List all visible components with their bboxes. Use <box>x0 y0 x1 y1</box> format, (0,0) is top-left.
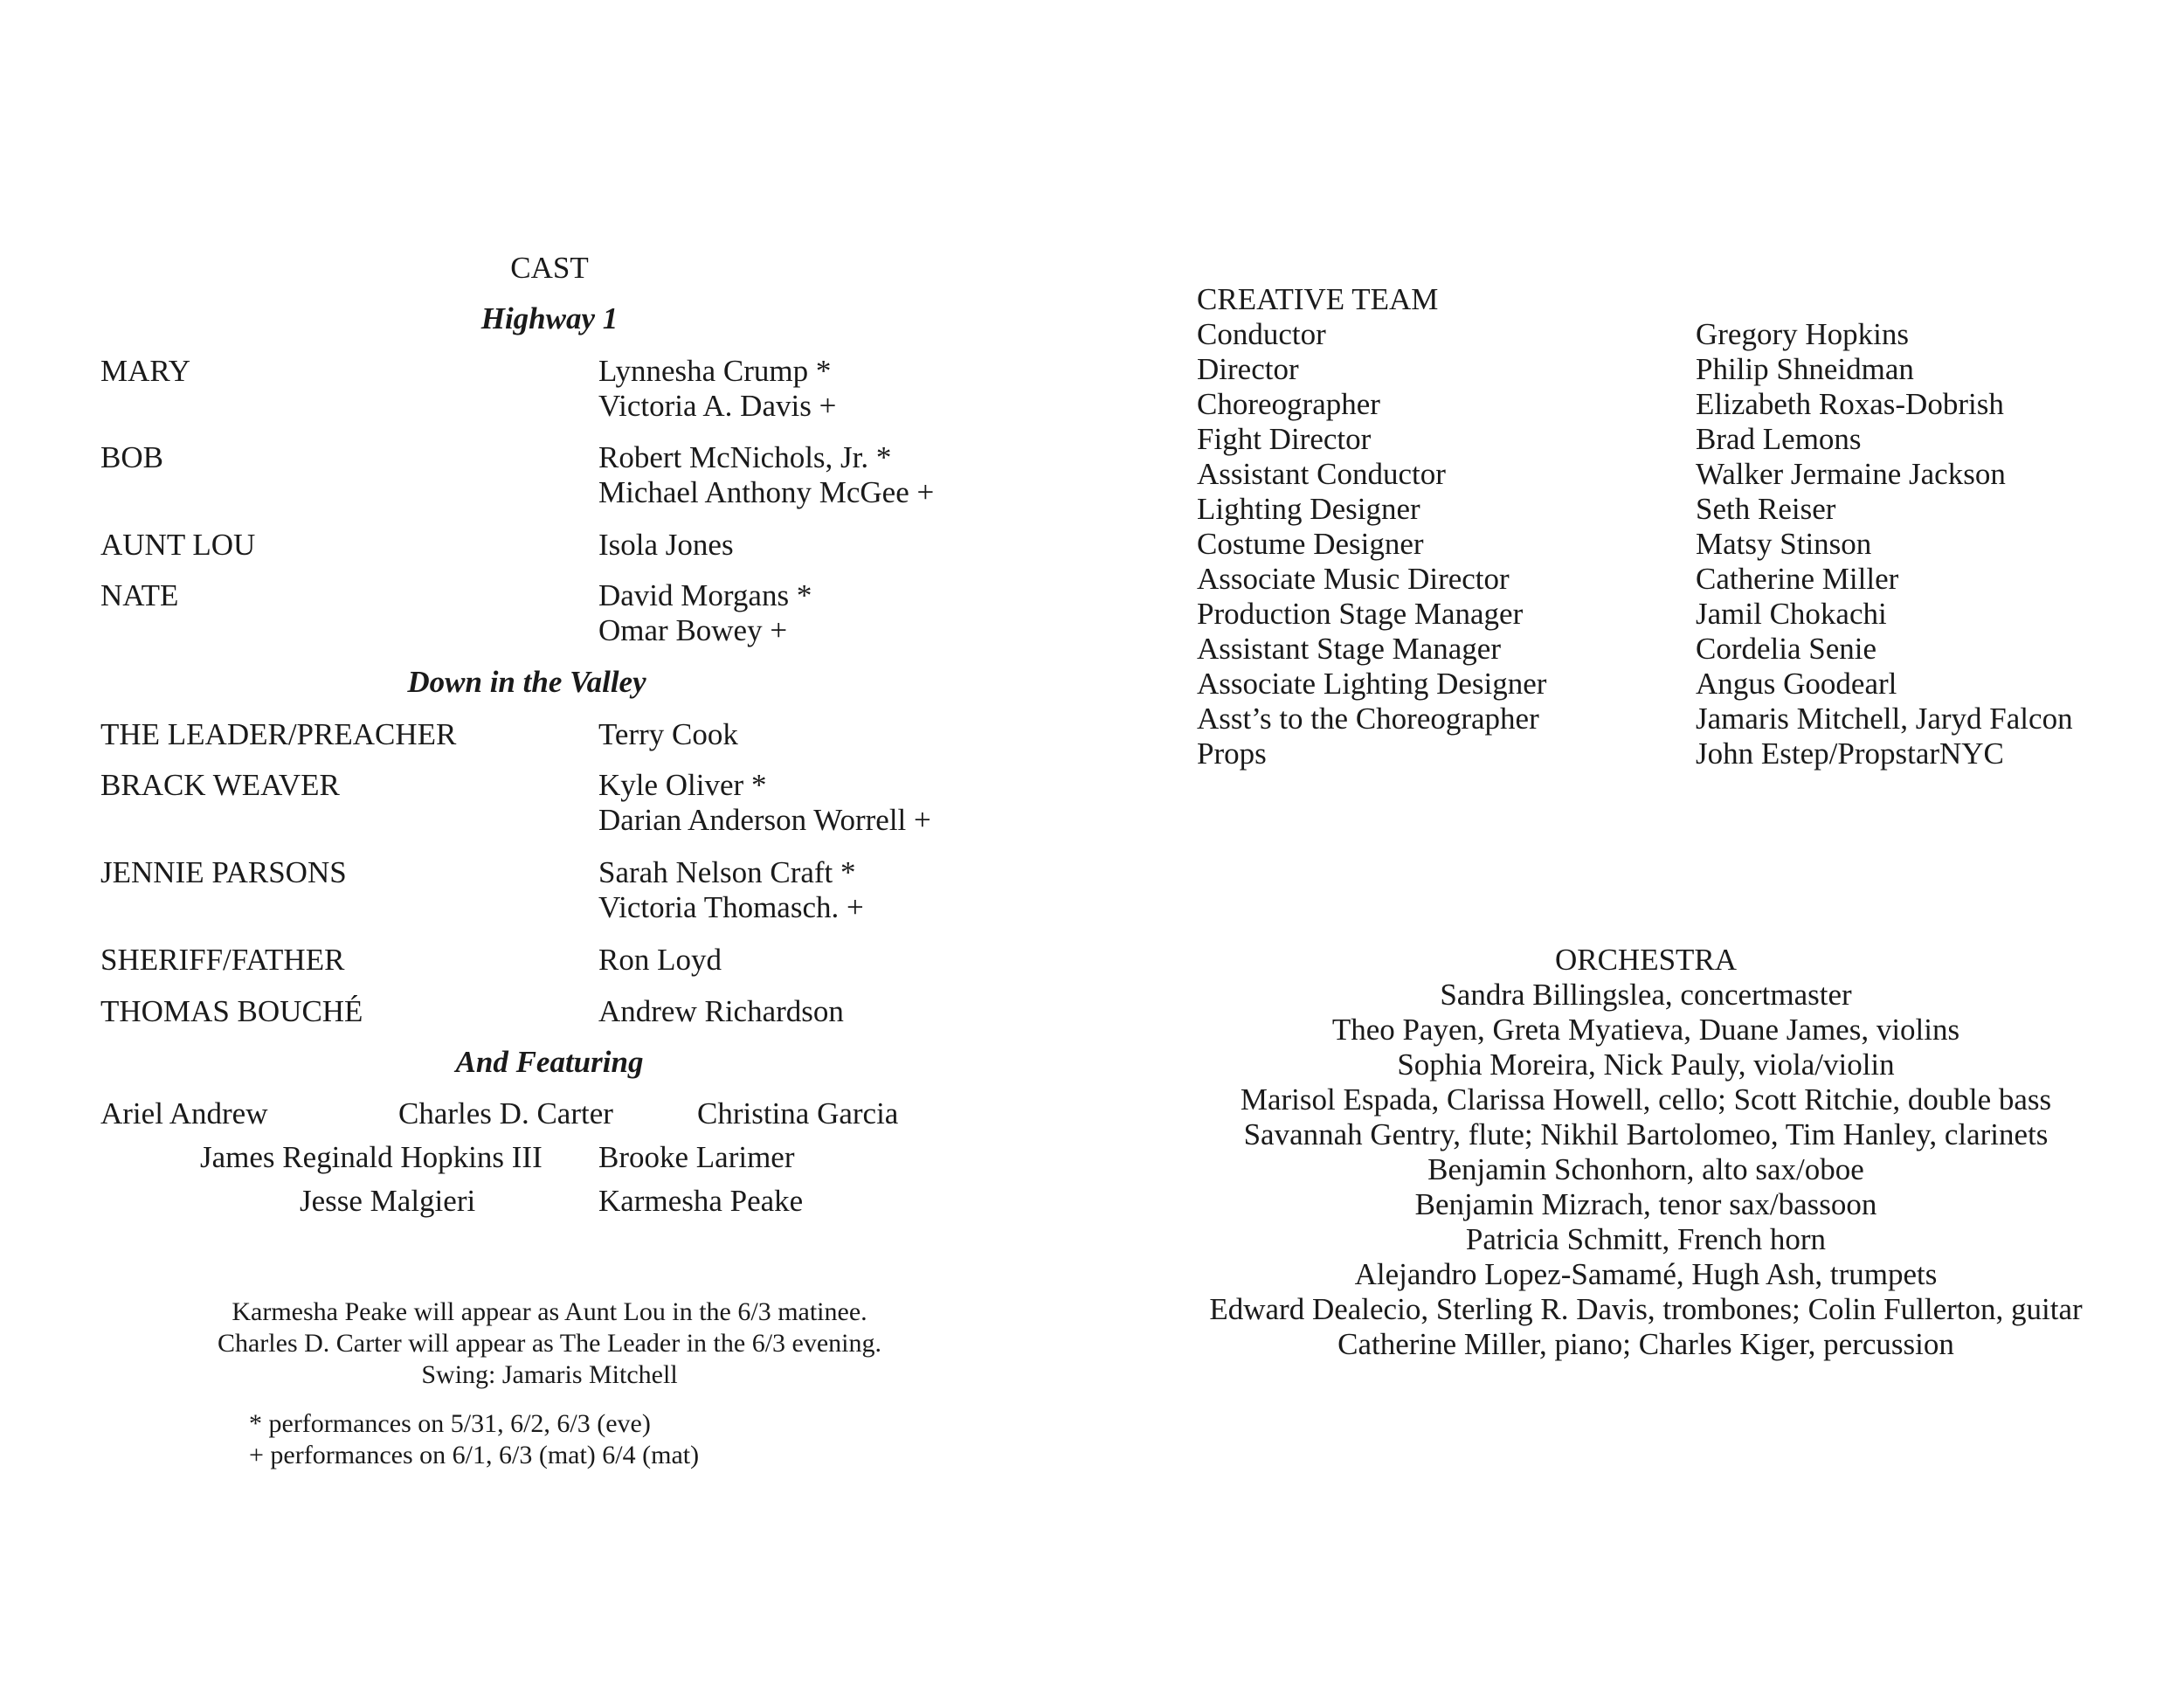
cast-actor: David Morgans * <box>598 578 812 612</box>
team-role: Assistant Conductor <box>1197 457 1446 491</box>
cast-role: THE LEADER/PREACHER <box>100 717 457 751</box>
orchestra-section <box>1192 943 2099 1362</box>
team-name: John Estep/PropstarNYC <box>1696 736 2004 771</box>
creative-team-heading: CREATIVE TEAM <box>1197 282 1439 316</box>
team-role: Assistant Stage Manager <box>1197 632 1501 666</box>
cast-actor: Omar Bowey + <box>598 613 788 647</box>
cast-role: MARY <box>100 354 191 388</box>
team-name: Seth Reiser <box>1696 492 1836 526</box>
orchestra-line: Savannah Gentry, flute; Nikhil Bartolomeo, Tim Hanley, clarinets <box>1243 1117 2049 1151</box>
team-name: Walker Jermaine Jackson <box>1696 457 2006 491</box>
team-name: Elizabeth Roxas-Dobrish <box>1696 387 2004 421</box>
team-name: Matsy Stinson <box>1696 527 1872 561</box>
team-role: Props <box>1197 736 1267 771</box>
team-role: Associate Music Director <box>1197 562 1510 596</box>
cast-actor: Isola Jones <box>598 528 734 562</box>
cast-actor: Sarah Nelson Craft * <box>598 855 856 889</box>
cast-heading: CAST <box>510 251 589 285</box>
team-role: Costume Designer <box>1197 527 1424 561</box>
orchestra-line: Patricia Schmitt, French horn <box>1465 1222 1827 1256</box>
cast-actor: Robert McNichols, Jr. * <box>598 440 892 474</box>
team-name: Catherine Miller <box>1696 562 1899 596</box>
cast-actor: Victoria Thomasch. + <box>598 890 864 924</box>
orchestra-line: Sophia Moreira, Nick Pauly, viola/violin <box>1397 1047 1895 1082</box>
orchestra-line: Benjamin Schonhorn, alto sax/oboe <box>1427 1152 1864 1186</box>
team-name: Jamil Chokachi <box>1696 597 1887 631</box>
highway-1-title: Highway 1 <box>480 301 619 335</box>
cast-actor: Michael Anthony McGee + <box>598 475 935 509</box>
team-name: Gregory Hopkins <box>1696 317 1909 351</box>
team-name: Jamaris Mitchell, Jaryd Falcon <box>1696 702 2073 736</box>
orchestra-line: Alejandro Lopez-Samamé, Hugh Ash, trumpets <box>1354 1257 1938 1291</box>
cast-actor: Kyle Oliver * <box>598 768 767 802</box>
team-role: Conductor <box>1197 317 1326 351</box>
orchestra-line: Catherine Miller, piano; Charles Kiger, percussion <box>1337 1327 1954 1361</box>
and-featuring-title: And Featuring <box>455 1045 644 1079</box>
cast-note: Karmesha Peake will appear as Aunt Lou in the 6/3 matinee. <box>232 1297 867 1326</box>
team-name: Brad Lemons <box>1696 422 1862 456</box>
cast-actor: Darian Anderson Worrell + <box>598 803 931 837</box>
orchestra-line: Marisol Espada, Clarissa Howell, cello; Scott Ritchie, double bass <box>1240 1082 2052 1117</box>
featured-performer: Brooke Larimer <box>598 1140 795 1174</box>
team-name: Cordelia Senie <box>1696 632 1877 666</box>
team-role: Choreographer <box>1197 387 1380 421</box>
cast-role: THOMAS BOUCHÉ <box>100 994 363 1028</box>
cast-actor: Victoria A. Davis + <box>598 389 837 423</box>
performance-legend: * performances on 5/31, 6/2, 6/3 (eve) <box>249 1409 651 1438</box>
team-name: Philip Shneidman <box>1696 352 1914 386</box>
cast-actor: Andrew Richardson <box>598 994 844 1028</box>
cast-role: NATE <box>100 578 179 612</box>
cast-role: AUNT LOU <box>100 528 256 562</box>
featured-performer: Charles D. Carter <box>398 1096 613 1130</box>
cast-role: BRACK WEAVER <box>100 768 340 802</box>
cast-actor: Lynnesha Crump * <box>598 354 832 388</box>
cast-role: BOB <box>100 440 163 474</box>
team-role: Lighting Designer <box>1197 492 1420 526</box>
team-role: Fight Director <box>1197 422 1372 456</box>
orchestra-line: Theo Payen, Greta Myatieva, Duane James, violins <box>1331 1013 1960 1047</box>
cast-note: Charles D. Carter will appear as The Leader in the 6/3 evening. <box>217 1329 881 1358</box>
cast-role: JENNIE PARSONS <box>100 855 347 889</box>
orchestra-heading: ORCHESTRA <box>1554 943 1738 977</box>
performance-legend: + performances on 6/1, 6/3 (mat) 6/4 (mat) <box>249 1441 700 1469</box>
orchestra-line: Benjamin Mizrach, tenor sax/bassoon <box>1414 1187 1877 1221</box>
team-role: Asst’s to the Choreographer <box>1197 702 1539 736</box>
team-role: Production Stage Manager <box>1197 597 1524 631</box>
team-role: Associate Lighting Designer <box>1197 667 1547 701</box>
down-in-the-valley-title: Down in the Valley <box>407 665 646 699</box>
cast-actor: Ron Loyd <box>598 943 722 977</box>
featured-performer: Christina Garcia <box>697 1096 899 1130</box>
featured-performer: Jesse Malgieri <box>300 1184 476 1218</box>
featured-performer: Ariel Andrew <box>100 1096 268 1130</box>
featured-performer: James Reginald Hopkins III <box>200 1140 543 1174</box>
cast-note: Swing: Jamaris Mitchell <box>421 1360 678 1389</box>
team-name: Angus Goodearl <box>1696 667 1897 701</box>
cast-actor: Terry Cook <box>598 717 738 751</box>
team-role: Director <box>1197 352 1299 386</box>
orchestra-line: Edward Dealecio, Sterling R. Davis, trombones; Colin Fullerton, guitar <box>1209 1292 2083 1326</box>
featured-performer: Karmesha Peake <box>598 1184 804 1218</box>
cast-role: SHERIFF/FATHER <box>100 943 345 977</box>
orchestra-line: Sandra Billingslea, concertmaster <box>1440 978 1852 1012</box>
